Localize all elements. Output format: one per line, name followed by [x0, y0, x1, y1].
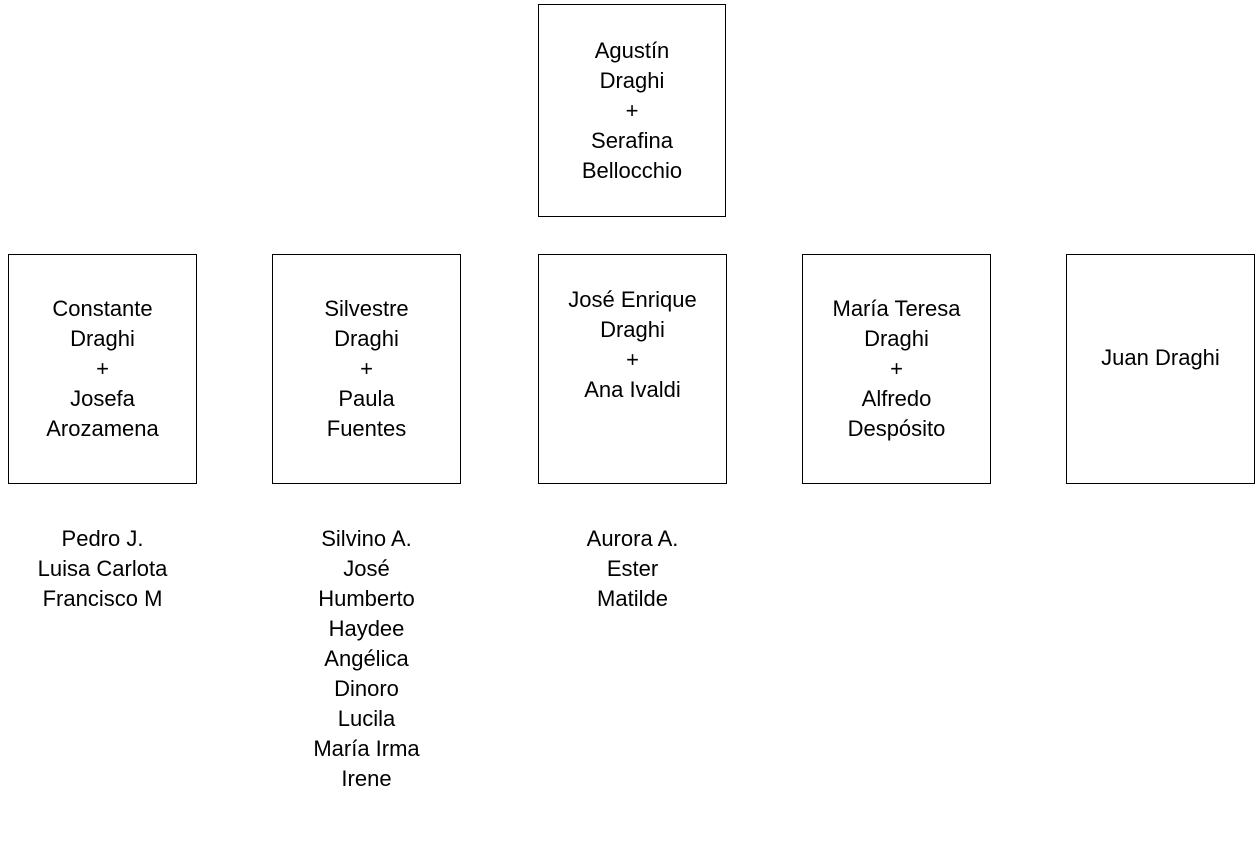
couple-2-line-4: Paula — [338, 386, 395, 411]
child-name: José — [343, 556, 390, 581]
couple-4-line-4: Alfredo — [861, 386, 932, 411]
couple-4-line-1: María Teresa — [832, 296, 961, 321]
child-name: Aurora A. — [586, 526, 679, 551]
couple-4-line-5: Despósito — [847, 416, 946, 441]
couple-3-line-4: Ana Ivaldi — [584, 377, 681, 402]
couple-3-line-1: José Enrique — [568, 287, 697, 312]
child-name: Silvino A. — [321, 526, 412, 551]
children-list-jose-enrique — [538, 524, 727, 614]
couple-1-line-2: Draghi — [70, 326, 135, 351]
couple-3-line-3: + — [626, 347, 639, 372]
child-name: Luisa Carlota — [37, 556, 168, 581]
child-name: María Irma — [313, 736, 420, 761]
couple-4-line-3: + — [890, 356, 903, 381]
couple-2-line-5: Fuentes — [326, 416, 407, 441]
child-name: Lucila — [337, 706, 396, 731]
person-box-juan — [1066, 254, 1255, 484]
couple-2-line-2: Draghi — [334, 326, 399, 351]
child-name: Angélica — [324, 646, 409, 671]
couple-2-line-3: + — [360, 356, 373, 381]
couple-1-line-3: + — [96, 356, 109, 381]
couple-box-jose-enrique — [538, 254, 727, 484]
couple-5-line-1: Juan Draghi — [1101, 345, 1220, 370]
child-name: Ester — [606, 556, 659, 581]
children-list-silvestre — [272, 524, 461, 794]
couple-box-constante — [8, 254, 197, 484]
root-line-1: Agustín — [594, 37, 670, 63]
couple-1-line-5: Arozamena — [46, 416, 159, 441]
child-name: Irene — [341, 766, 392, 791]
couple-1-line-1: Constante — [52, 296, 153, 321]
couple-box-maria-teresa — [802, 254, 991, 484]
child-name: Pedro J. — [61, 526, 144, 551]
child-name: Matilde — [597, 586, 668, 611]
children-list-constante — [8, 524, 197, 614]
child-name: Humberto — [318, 586, 415, 611]
root-line-3: + — [625, 97, 639, 123]
couple-box-silvestre — [272, 254, 461, 484]
couple-3-line-2: Draghi — [600, 317, 665, 342]
root-couple-box — [538, 4, 726, 217]
couple-4-line-2: Draghi — [864, 326, 929, 351]
child-name: Haydee — [328, 616, 405, 641]
child-name: Francisco M — [42, 586, 163, 611]
root-line-4: Serafina — [591, 127, 673, 153]
root-line-2: Draghi — [599, 67, 665, 93]
couple-1-line-4: Josefa — [70, 386, 135, 411]
couple-2-line-1: Silvestre — [324, 296, 409, 321]
child-name: Dinoro — [334, 676, 399, 701]
root-line-5: Bellocchio — [581, 157, 683, 183]
